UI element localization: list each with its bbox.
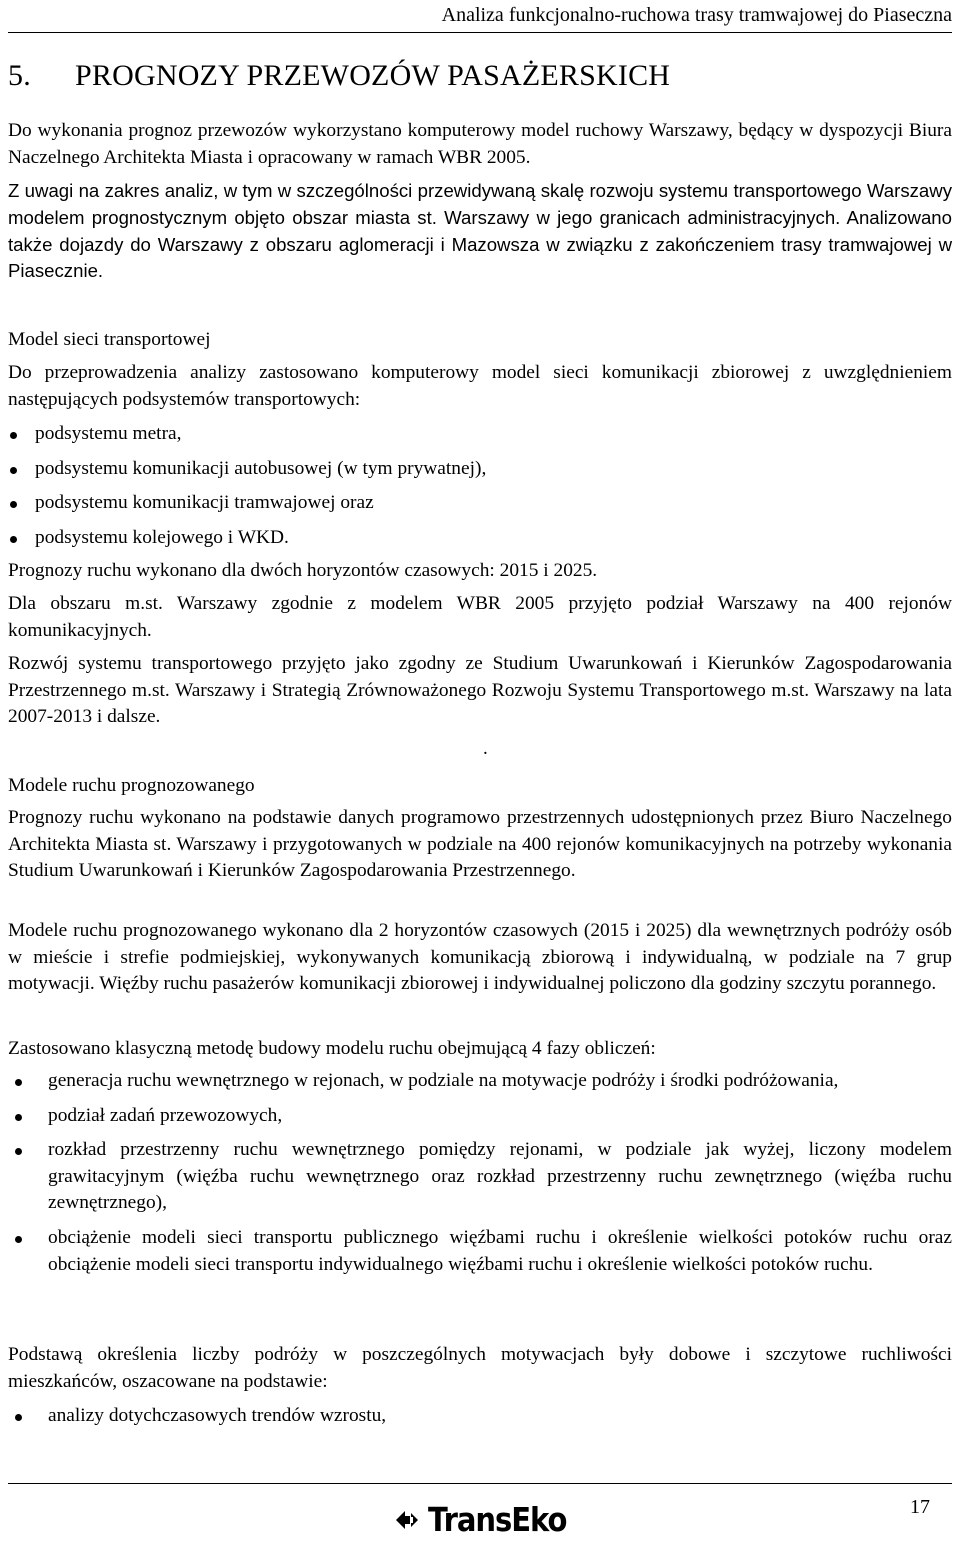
chapter-title-text: PROGNOZY PRZEWOZÓW PASAŻERSKICH <box>75 59 671 92</box>
bullet-icon <box>10 501 17 508</box>
phases-list <box>8 1068 952 1286</box>
bullet-icon <box>15 1236 22 1243</box>
list-item: rozkład przestrzenny ruchu wewnętrznego pomiędzy rejonami, w podziale jak wyżej, liczony modelem grawitacyjnym (więźba ruchu wewnętrznego oraz rozkład przestrzenny ruchu zewnętrznego (więźba ruchu zewnętrznego), <box>8 1137 952 1217</box>
forecast-paragraph-1: Prognozy ruchu wykonano na podstawie danych programowo przestrzennych udostępnionych przez Biuro Naczelnego Architekta Miasta st. Warszawy i przygotowanych w podziale na 400 rejonów komunikacyjnych na potrzeby wykonania Studium Uwarunkowań i Kierunków Zagospodarowania Przestrzennego. <box>8 807 952 882</box>
stray-dot: . <box>483 738 488 759</box>
bullet-icon <box>10 536 17 543</box>
transeko-logo <box>392 1500 585 1540</box>
model-paragraph-1: Do przeprowadzenia analizy zastosowano komputerowy model sieci komunikacji zbiorowej z uwzględnieniem następujących podsystemów transportowych: <box>8 362 952 410</box>
intro-paragraph-2: Z uwagi na zakres analiz, w tym w szczególności przewidywaną skalę rozwoju systemu transportowego Warszawy modelem prognostycznym objęto obszar miasta st. Warszawy w jego granicach administracyjnych. Analizowano także dojazdy do Warszawy z obszaru aglomeracji i Mazowsza w związku z zakończeniem trasy tramwajowej w Piasecznie. <box>8 180 952 282</box>
bullet-icon <box>15 1414 22 1421</box>
list-item: podsystemu metra, <box>8 421 952 448</box>
chapter-number: 5. <box>8 59 31 92</box>
forecast-paragraph-3: Zastosowano klasyczną metodę budowy modelu ruchu obejmującą 4 fazy obliczeń: <box>8 1038 656 1059</box>
forecast-paragraph-4: Podstawą określenia liczby podróży w poszczególnych motywacjach były dobowe i szczytowe ruchliwości mieszkańców, oszacowane na podstawie: <box>8 1344 952 1392</box>
logo-text: TransEko <box>428 1500 567 1539</box>
list-item: analizy dotychczasowych trendów wzrostu, <box>8 1403 952 1430</box>
bullet-icon <box>15 1148 22 1155</box>
list-item: obciążenie modeli sieci transportu publicznego więźbami ruchu i określenie wielkości potoków ruchu oraz obciążenie modeli sieci transportu indywidualnego więźbami ruchu i określenie wielkości potoków ruchu. <box>8 1225 952 1278</box>
section-heading-forecast: Modele ruchu prognozowanego <box>8 775 255 796</box>
section-heading-model: Model sieci transportowej <box>8 329 211 350</box>
bullet-icon <box>15 1114 22 1121</box>
model-paragraph-2: Prognozy ruchu wykonano dla dwóch horyzontów czasowych: 2015 i 2025. <box>8 560 598 581</box>
basis-list <box>8 1403 952 1438</box>
page-number: 17 <box>910 1496 930 1518</box>
forecast-paragraph-2: Modele ruchu prognozowanego wykonano dla 2 horyzontów czasowych (2015 i 2025) dla wewnętrznych podróży osób w mieście i strefie podmiejskiej, wykonywanych komunikacją zbiorową i indywidualną, w podziale na 7 grup motywacji. Więźby ruchu pasażerów komunikacji zbiorowej i indywidualnej policzono dla godziny szczytu porannego. <box>8 920 952 995</box>
list-item: generacja ruchu wewnętrznego w rejonach, w podziale na motywacje podróży i środki podróżowania, <box>8 1068 952 1095</box>
subsystem-list <box>8 421 952 559</box>
model-paragraph-4: Rozwój systemu transportowego przyjęto jako zgodny ze Studium Uwarunkowań i Kierunków Zagospodarowania Przestrzennego m.st. Warszawy i Strategią Zrównoważonego Rozwoju Systemu Transportowego m.st. Warszawy na lata 2007-2013 i dalsze. <box>8 653 952 728</box>
bullet-icon <box>10 467 17 474</box>
list-item: podsystemu komunikacji autobusowej (w tym prywatnej), <box>8 456 952 483</box>
chapter-title <box>8 58 670 94</box>
bullet-icon <box>10 432 17 439</box>
running-header: Analiza funkcjonalno-ruchowa trasy tramwajowej do Piaseczna <box>441 4 952 26</box>
list-item: podsystemu komunikacji tramwajowej oraz <box>8 490 952 517</box>
list-item: podział zadań przewozowych, <box>8 1103 952 1130</box>
footer-rule <box>8 1483 952 1484</box>
intro-paragraph-1: Do wykonania prognoz przewozów wykorzystano komputerowy model ruchowy Warszawy, będący w dyspozycji Biura Naczelnego Architekta Miasta i opracowany w ramach WBR 2005. <box>8 120 952 168</box>
transeko-arrow-logo-icon <box>392 1505 422 1535</box>
model-paragraph-3: Dla obszaru m.st. Warszawy zgodnie z modelem WBR 2005 przyjęto podział Warszawy na 400 rejonów komunikacyjnych. <box>8 593 952 641</box>
bullet-icon <box>15 1079 22 1086</box>
list-item: podsystemu kolejowego i WKD. <box>8 525 952 552</box>
header-rule <box>8 32 952 33</box>
